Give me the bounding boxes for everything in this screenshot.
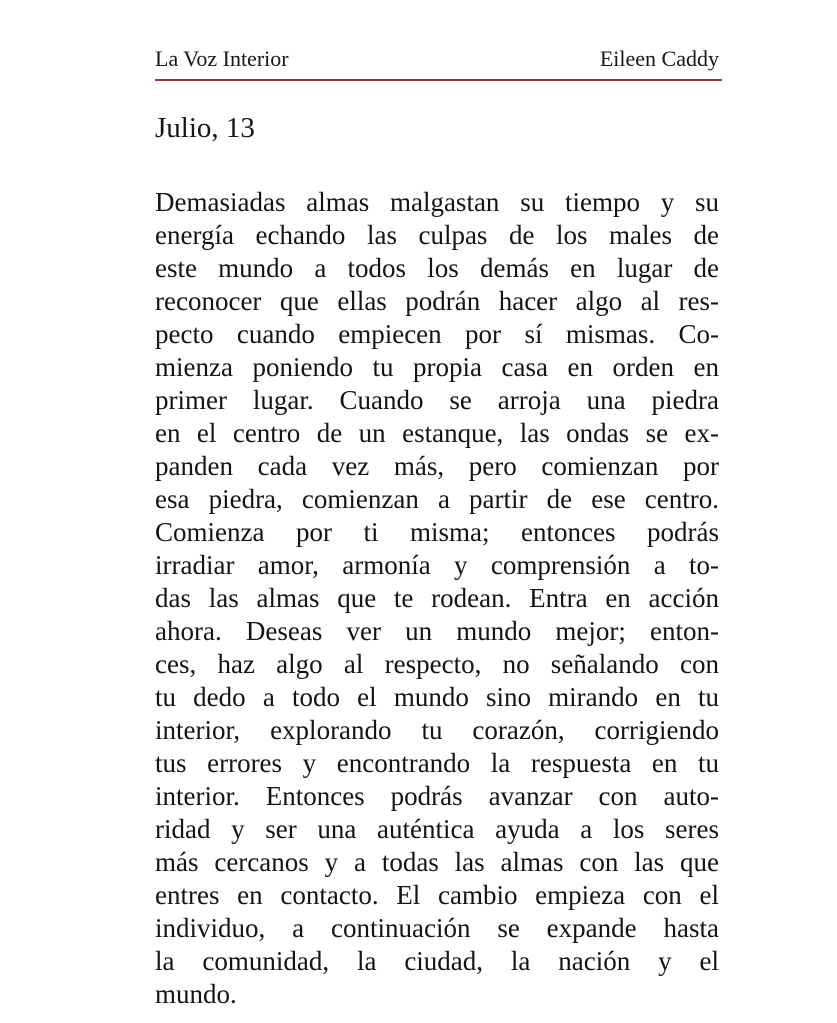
body-line: pecto cuando empiecen por sí mismas. Co- xyxy=(155,319,719,349)
body-line: Demasiadas almas malgastan su tiempo y su xyxy=(155,187,719,217)
header-rule xyxy=(155,79,722,81)
body-line: reconocer que ellas podrán hacer algo al res- xyxy=(155,286,719,316)
running-header xyxy=(155,46,719,72)
body-line: este mundo a todos los demás en lugar de xyxy=(155,253,719,283)
body-line: energía echando las culpas de los males de xyxy=(155,220,719,250)
body-line: ces, haz algo al respecto, no señalando con xyxy=(155,649,719,679)
body-line: panden cada vez más, pero comienzan por xyxy=(155,451,719,481)
body-line: entres en contacto. El cambio empieza con el xyxy=(155,880,719,910)
body-line: Comienza por ti misma; entonces podrás xyxy=(155,517,719,547)
body-line: interior. Entonces podrás avanzar con auto- xyxy=(155,781,719,811)
running-head-book-title: La Voz Interior xyxy=(155,46,289,71)
body-line: tu dedo a todo el mundo sino mirando en tu xyxy=(155,682,719,712)
text-column xyxy=(155,46,719,1011)
body-line: das las almas que te rodean. Entra en acción xyxy=(155,583,719,613)
body-paragraph xyxy=(155,186,719,1011)
body-line: mundo. xyxy=(155,979,237,1009)
running-head-author: Eileen Caddy xyxy=(599,46,719,71)
body-line: irradiar amor, armonía y comprensión a to- xyxy=(155,550,719,580)
body-line: más cercanos y a todas las almas con las que xyxy=(155,847,719,877)
body-line: individuo, a continuación se expande hasta xyxy=(155,913,719,943)
body-line: en el centro de un estanque, las ondas se ex- xyxy=(155,418,719,448)
body-line: interior, explorando tu corazón, corrigiendo xyxy=(155,715,719,745)
body-line: la comunidad, la ciudad, la nación y el xyxy=(155,946,719,976)
body-line: ridad y ser una auténtica ayuda a los seres xyxy=(155,814,719,844)
body-line: esa piedra, comienzan a partir de ese centro. xyxy=(155,484,719,514)
body-line: ahora. Deseas ver un mundo mejor; enton- xyxy=(155,616,719,646)
body-line: mienza poniendo tu propia casa en orden en xyxy=(155,352,719,382)
date-heading: Julio, 13 xyxy=(155,112,255,144)
body-line: tus errores y encontrando la respuesta en tu xyxy=(155,748,719,778)
body-line: primer lugar. Cuando se arroja una piedra xyxy=(155,385,719,415)
